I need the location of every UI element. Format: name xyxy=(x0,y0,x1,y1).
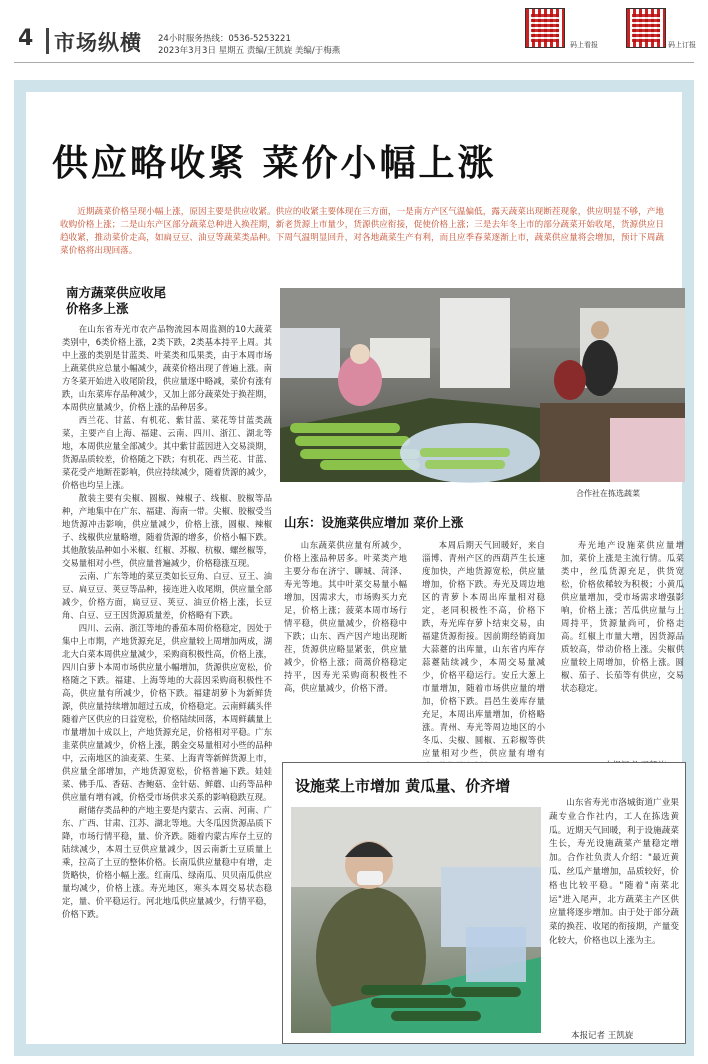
sidebar-box xyxy=(282,762,686,1044)
subtitle-line: 价格多上涨 xyxy=(66,301,129,316)
south-column xyxy=(62,323,272,1028)
paragraph: 寿光地产设施菜供应量增加，菜价上涨是主流行情。瓜菜类中，丝瓜货源充足，供货宽松，价格依稀较为积极；小黄瓜供应量增加，受市场需求增强影响，价格上涨；苦瓜供应量与上周持平，货源量尚可，价格走高。红椒上市量大增，因货源品质较高，带动价格上涨。尖椒供应量较上周增加，价格上涨。圆椒、茄子、长茄等有供应，交易状态稳定。 xyxy=(561,540,684,693)
paragraph: 本周后期天气回暖好，来自淄博、青州产区的西葫芦生长速度加快，产地货源宽松，供应量增加，价格下跌。寿光及周边地区的青萝卜本周出库量相对稳定，老同积极性不高，价格下跌，寿光库存萝卜结束交易，由福建货源衔接。因前期经销商加大蒜薹的出库量，山东省内库存蒜薹陆续减少，本周交易量减少，价格平稳运行。安丘大葱上市量增加，随着市场供应量的增加，价格下跌。昌邑生姜库存量充足，本周出库量增加，价格略涨。青州、寿光等周边地区的小冬瓜、尖椒、圆椒、五彩椒等供应量相对少些，供应量有增有 xyxy=(422,540,545,758)
paragraph: 四川、云南、浙江等地的番茄本周价格稳定，因处于集中上市期，产地货源充足，供应量较上周增加两成，湖北大白菜本周供应量减少，采购商积极性高，价格上涨，四川白萝卜本周市场供应量小幅增加，货源供应宽松，价格随之下跌。福建、上海等地的大蒜因采购商积极性不高，供应量有所减少，价格下跌。福建胡萝卜为新鲜货源，供应量持续增加超过五成，价格稳定。云南鲜藕头伴随着产区供应的日益宽松，价格陆续回落，本周鲜藕量上市量增加十成以上，产地货源充足，价格相对平稳。广东韭菜供应量减少，价格上涨，鹅金交易量相对小些的品种中，云南地区的油麦菜、生菜、上海青等新鲜货源上市，供应量全部增加，产地货源宽松，价格普遍下跌。娃娃菜、佛手瓜、香菇、杏鲍菇、金针菇、鲜蘑、山药等品种供应量有增有减，价格受市场供求关系的影响稳跌互现。 xyxy=(62,623,272,802)
shandong-columns xyxy=(284,539,684,759)
sorting-vegetables-photo xyxy=(280,288,685,482)
date-line: 2023年3月3日 星期五 责编/王凯旋 美编/于梅燕 xyxy=(158,46,341,56)
text-column xyxy=(561,539,684,759)
headline: 供应略收紧 菜价小幅上涨 xyxy=(52,142,497,184)
south-subtitle xyxy=(66,285,166,317)
page-number: 4 xyxy=(18,26,34,51)
box-title: 设施菜上市增加 黄瓜量、价齐增 xyxy=(295,777,511,795)
paragraph: 西兰花、甘蓝、有机花、紫甘蓝、菜花等甘蓝类蔬菜，主要产自上海、福建、云南、四川、浙江、湖北等地，本周供应量全部减少。其中紫甘蓝因进入交易淡期，货源品质较差，价格随之下跌；有机花、西兰花、甘蓝、菜花受产地断茬影响，供应持续减少，随着货源的减少，价格也均呈上涨。 xyxy=(62,415,272,490)
photo-caption: 合作社在拣选蔬菜 xyxy=(576,489,640,498)
warehouse-illustration xyxy=(280,288,685,482)
paragraph: 云南、广东等地的菜豆类如长豆角、白豆、豆王、油豆、扁豆豆、荚豆等品种，接连进入收尾期，供应量全部减少，价格方面，扁豆豆、荚豆、油豆价格上涨，长豆角、白豆、豆王因货源质量差，价格略有下跌。 xyxy=(62,571,272,620)
page-header xyxy=(0,0,708,78)
paragraph: 山东省寿光市洛城街道广业果蔬专业合作社内，工人在拣选黄瓜。近期天气回暖，利于设施蔬菜生长，寿光设施蔬菜产量稳定增加。合作社负责人介绍："最近黄瓜、丝瓜产量增加，品质较好，价格也比较平稳。"随着"南菜北运"进入尾声，北方蔬菜主产区供应量将逐步增加。由于处于部分蔬菜的换茬、收尾的衔接期，产量变化较大，价格也以上涨为主。 xyxy=(549,798,679,946)
qr-code-icon[interactable] xyxy=(626,8,666,48)
section-title: 市场纵横 xyxy=(54,31,142,55)
paragraph: 山东蔬菜供应量有所减少，价格上涨品种居多。叶菜类产地主要分布在济宁、聊城、菏泽、寿光等地。其中叶菜交易量小幅增加，因需求大，市场购买力充足，价格上涨；菠菜本周市场行情平稳，供应量减少，价格稳中下跌；山东、西产因产地出现断茬，货源供应略显紧张，供应量减少，价格上涨；茼蒿价格稳定持平，因寿光采购商积极性不高，供应量减少，价格下滑。 xyxy=(284,540,407,693)
header-meta xyxy=(158,33,340,57)
lead-paragraph: 近期蔬菜价格呈现小幅上涨，原因主要是供应收紧。供应的收紧主要体现在三方面，一是南方产区气温偏低，露天蔬菜出现断茬现象，供应明显不够，产地收购价格上涨；二是山东产区部分蔬菜总种进入换茬期，新老货源上市量少，货源供应衔接，促使价格上涨；三是去年冬上市的部分蔬菜开始收尾，货源供应日趋收紧，推动菜价走高，如扁豆豆、油豆等蔬菜类品种。下周气温明显回升，对各地蔬菜生产有利，而且应季春菜逐渐上市，蔬菜供应量将会增加，预计下周蔬菜价格将出现回落。 xyxy=(60,207,664,256)
worker-illustration xyxy=(291,807,541,1033)
divider xyxy=(46,28,49,54)
qr-label: 码上看报 xyxy=(570,41,598,49)
worker-cucumber-photo xyxy=(291,807,541,1033)
text-column xyxy=(284,539,407,759)
header-rule xyxy=(14,62,694,63)
text-column xyxy=(422,539,545,759)
hotline: 24小时服务热线：0536-5253221 xyxy=(158,34,291,44)
subtitle-line: 南方蔬菜供应收尾 xyxy=(66,285,167,300)
qr-label: 码上订报 xyxy=(668,41,696,49)
paragraph: 在山东省寿光市农产品物流园本周监测的10大蔬菜类别中，6类价格上涨，2类下跌，2类基本持平上周。其中上涨的类别是甘蓝类、叶菜类和瓜果类，由于本周市场上蔬菜供应总量小幅减少，蔬菜价格出现了普遍上涨。南方冬菜开始进入收尾阶段，供应量逐中略减，菜价有涨有跌，山东菜库存品种减少，又加上部分蔬菜处于换茬期，本周供应量减少，价格上涨的品种居多。 xyxy=(62,324,272,412)
qr-code-icon[interactable] xyxy=(525,8,565,48)
paragraph: 耐储存类品种的产地主要是内蒙古、云南、河南、广东、广西、甘肃、江苏、湖北等地。大冬瓜因货源品质下降，市场行情平稳，量、价齐跌。随着内蒙古库存土豆的陆续减少，本周土豆供应量减少，因云南新土豆质量上乘，拉高了土豆的整体价格。长南瓜供应量稳中有增，走货略快，价格小幅上涨。红南瓜、绿南瓜、贝贝南瓜供应量均减少，价格上涨。寿光地区，寒头本周交易状态稳定，量、价平稳运行。河北地瓜供应量减少，行情平稳，价格下跌。 xyxy=(62,805,272,919)
byline: 本报记者 王凯旋 xyxy=(571,1031,634,1041)
paragraph: 散装主要有尖椒、圆椒、辣椒子、线椒、胶椒等品种，产地集中在广东、福建、海南一带。尖椒、胶椒受当地货源冲击影响，供应量减少，价格上涨，圆椒、辣椒子、线椒供应量略增，随着货源的增多，价格小幅下跌。其他散装品种如小米椒、红椒、苏椒、杭椒、螺丝椒等，交易量相对小些，供应量普遍减少，价格稳涨互现。 xyxy=(62,493,272,568)
box-text xyxy=(549,797,679,949)
shandong-subtitle: 山东：设施菜供应增加 菜价上涨 xyxy=(284,515,464,530)
